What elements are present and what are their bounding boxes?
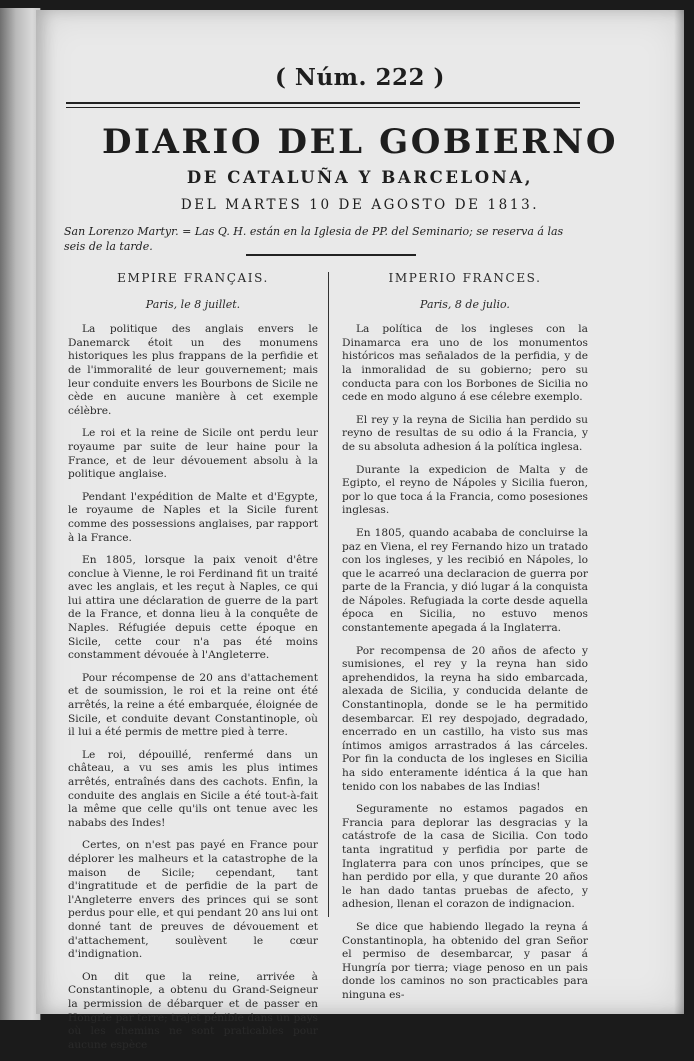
issue-date: DEL MARTES 10 DE AGOSTO DE 1813. <box>180 197 540 213</box>
spanish-paragraph: Seguramente no estamos pagados en Francia para deplorar las desgracias y la catástrofe de la casa de Sicilia. Con todo tanta ingratitud y perfidia por parte de Inglaterra para con unos príncipes, que se han perdido por ella, y que durante 20 años le han dado tantas pruebas de afecto, y adhesion, llenan el corazon de indignacion. <box>342 803 588 911</box>
spanish-paragraph: En 1805, quando acababa de concluirse la paz en Viena, el rey Fernando hizo un tratado con los ingleses, y les recibió en Nápoles, lo que le acarreó una declaracion de guerra por parte de la Francia, y dió lugar á la conquista de Nápoles. Refugiada la corte desde aquella época en Sicilia, no estuvo menos constantemente apegada á la Inglaterra. <box>342 526 588 635</box>
french-heading: EMPIRE FRANÇAIS. <box>117 271 269 285</box>
section-rule <box>246 254 416 256</box>
french-paragraph: Le roi, dépouillé, renfermé dans un château, a vu ses amis les plus intimes arrêtés, entraînés dans des cachots. Enfin, la conduite des anglais en Sicile a été tout-à-fait la même que celle qu'ils ont tenue avec les nababs des Indes! <box>68 748 318 829</box>
french-paragraph: La politique des anglais envers le Danemarck étoit un des monumens historiques les plus frappans de la perfidie et de l'immoralité de leur gouvernement; mais leur conduite envers les Bourbons de Sicile ne cède en aucune manière à cet exemple célèbre. <box>68 323 318 417</box>
header-rule <box>66 102 580 108</box>
book-spine <box>0 8 41 1020</box>
saint-notice <box>64 224 564 254</box>
french-paragraph: Certes, on n'est pas payé en France pour déplorer les malheurs et la catastrophe de la maison de Sicile; cependant, tant d'ingratitude et de perfidie de la part de l'Angleterre envers des princes qui se sont perdus pour elle, et qui pendant 20 ans lui ont donné tant de preuves de dévouement et d'attachement, soulèvent le cœur d'indignation. <box>68 839 318 961</box>
french-paragraph: Pour récompense de 20 ans d'attachement et de soumission, le roi et la reine ont été arrêtés, la reine a été embarquée, éloignée de Sicile, et conduite devant Constantinople, où il lui a été permis de mettre pied à terre. <box>68 671 318 739</box>
spanish-paragraph: Por recompensa de 20 años de afecto y sumisiones, el rey y la reyna han sido aprehendidos, la reyna ha sido embarcada, alexada de Sicilia, y conducida delante de Constantinopla, donde se le ha permitido desembarcar. El rey despojado, degradado, encerrado en un castillo, ha visto sus mas íntimos amigos arrastrados á las cárceles. Por fin la conducta de los ingleses en Sicilia ha sido enteramente idéntica á la que han tenido con los nababes de las Indias! <box>342 644 588 793</box>
french-paragraph: On dit que la reine, arrivée à Constantinople, a obtenu du Grand-Seigneur la permission de débarquer et de passer en Hongrie par terre; trajet pénible dans un pays où les chemins ne sont praticables pour aucune espèce <box>68 970 318 1051</box>
newspaper-title: DIARIO DEL GOBIERNO <box>101 122 619 162</box>
spanish-dateline: Paris, 8 de julio. <box>420 297 510 311</box>
french-dateline: Paris, le 8 juillet. <box>145 297 241 311</box>
french-paragraph: Le roi et la reine de Sicile ont perdu leur royaume par suite de leur haine pour la France, et de leur dévouement absolu à la politique anglaise. <box>68 427 318 481</box>
spanish-paragraph: El rey y la reyna de Sicilia han perdido su reyno de resultas de su odio á la Francia, y de su absoluta adhesion á la política inglesa. <box>342 413 588 453</box>
column-french <box>68 272 318 1061</box>
newspaper-subtitle: DE CATALUÑA Y BARCELONA, <box>186 168 534 187</box>
saint-notice-text: San Lorenzo Martyr. = Las Q. H. están en la Iglesia de PP. del Seminario; se reserva á las seis de la tarde. <box>64 225 564 253</box>
french-paragraph: En 1805, lorsque la paix venoit d'être conclue à Vienne, le roi Ferdinand fit un traité avec les anglais, et les reçut à Naples, ce qui lui attira une déclaration de guerre de la part de la France, et donna lieu à la conquête de Naples. Réfugiée depuis cette époque en Sicile, cette cour n'a pas été moins constamment dévouée à l'Angleterre. <box>68 554 318 662</box>
spanish-heading: IMPERIO FRANCES. <box>388 271 542 285</box>
issue-number: ( Núm. 222 ) <box>275 64 445 91</box>
spanish-paragraph: Durante la expedicion de Malta y de Egipto, el reyno de Nápoles y Sicilia fueron, por lo que toca á la Francia, como posesiones inglesas. <box>342 463 588 517</box>
spanish-paragraph: La política de los ingleses con la Dinamarca era uno de los monumentos históricos mas señalados de la perfidia, y de la inmoralidad de su gobierno; pero su conducta para con los Borbones de Sicilia no cede en modo alguno á ese célebre exemplo. <box>342 323 588 404</box>
newspaper-page <box>36 10 684 1051</box>
french-paragraph: Pendant l'expédition de Malte et d'Egypte, le royaume de Naples et la Sicile furent comme des possessions anglaises, par rapport à la France. <box>68 490 318 544</box>
column-divider <box>328 272 329 917</box>
spanish-paragraph: Se dice que habiendo llegado la reyna á Constantinopla, ha obtenido del gran Señor el permiso de desembarcar, y pasar á Hungría por tierra; viage penoso en un pais donde los caminos no son practicables para ninguna es- <box>342 920 588 1001</box>
column-spanish <box>342 272 588 1012</box>
